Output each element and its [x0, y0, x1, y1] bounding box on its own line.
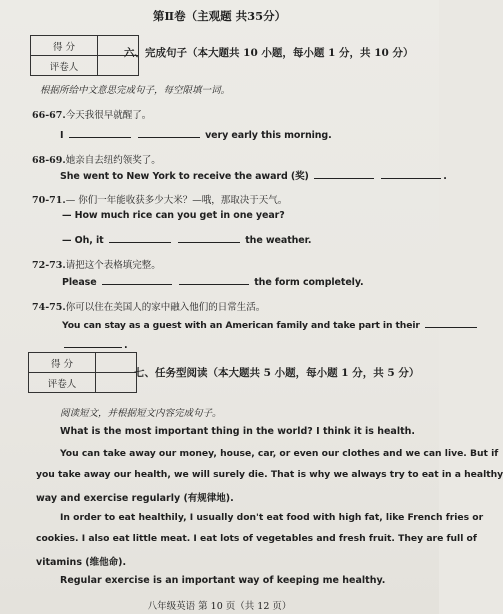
question-number: 70-71.: [32, 195, 66, 206]
sentence-start: — Oh, it: [62, 235, 104, 246]
sentence-start: I: [60, 130, 64, 141]
grader-label: 评卷人: [31, 56, 98, 76]
grader-cell: [96, 373, 137, 393]
passage-paragraph-3-line2: cookies. I also eat little meat. I eat lots of vegetables and fresh fruit. They are full of: [36, 533, 477, 544]
chinese-prompt: 请把这个表格填完整。: [65, 260, 161, 271]
passage-paragraph-2-line2: you take away our health, we will surely die. That is why we always try to eat in a healthy: [36, 469, 503, 480]
passage-paragraph-4-line1: Regular exercise is an important way of keeping me healthy.: [60, 575, 386, 586]
passage-paragraph-3-line1: In order to eat healthily, I usually don't eat food with high fat, like French fries or: [60, 512, 484, 523]
question-68-69-prompt: [32, 148, 161, 167]
question-70-71-line1: — How much rice can you get in one year?: [62, 210, 285, 221]
question-70-71-line2: [62, 232, 311, 246]
sentence-end: .: [124, 340, 128, 351]
question-number: 74-75.: [32, 302, 66, 313]
score-label: 得 分: [29, 353, 96, 373]
section7-heading: 七、任务型阅读（本大题共 5 小题，每小题 1 分，共 5 分）: [134, 367, 420, 379]
answer-blank-71[interactable]: [178, 232, 240, 243]
question-number: 72-73.: [32, 260, 66, 271]
chinese-prompt: — 你们一年能收获多少大米？—哦，那取决于天气。: [65, 195, 288, 206]
question-72-73-prompt: [32, 253, 161, 272]
answer-blank-75[interactable]: [64, 337, 122, 348]
question-70-71-prompt: [32, 188, 287, 207]
answer-blank-69[interactable]: [381, 168, 441, 179]
answer-blank-74[interactable]: [425, 317, 477, 328]
question-number: 66-67.: [32, 110, 66, 121]
page-title: 第Ⅱ卷（主观题 共35分）: [152, 9, 287, 23]
answer-blank-73[interactable]: [179, 274, 249, 285]
score-box-section7: [28, 352, 137, 393]
answer-blank-70[interactable]: [109, 232, 171, 243]
sentence-start: You can stay as a guest with an American family and take part in their: [62, 320, 420, 331]
answer-blank-67[interactable]: [138, 127, 200, 138]
question-66-67-sentence: [60, 127, 332, 141]
grader-label: 评卷人: [29, 373, 96, 393]
section6-heading: 六、完成句子（本大题共 10 小题，每小题 1 分，共 10 分）: [124, 47, 414, 59]
chinese-prompt: 她亲自去纽约领奖了。: [65, 155, 161, 166]
passage-paragraph-1: What is the most important thing in the world? I think it is health.: [60, 426, 416, 437]
section7-instruction: 阅读短文，并根据短文内容完成句子。: [60, 408, 222, 419]
answer-blank-72[interactable]: [102, 274, 172, 285]
sentence-end: .: [443, 171, 447, 182]
passage-paragraph-2-line3: way and exercise regularly (有规律地).: [36, 493, 234, 504]
chinese-prompt: 你可以住在美国人的家中融入他们的日常生活。: [65, 302, 266, 313]
answer-blank-66[interactable]: [69, 127, 131, 138]
chinese-prompt: 今天我很早就醒了。: [65, 110, 152, 121]
score-box-section6: [30, 35, 139, 76]
page-footer: 八年级英语 第 10 页（共 12 页）: [147, 601, 292, 612]
sentence-end: very early this morning.: [205, 130, 332, 141]
score-label: 得 分: [31, 36, 98, 56]
passage-paragraph-2-line1: You can take away our money, house, car, or even our clothes and we can live. But if: [60, 448, 499, 459]
sentence-start: She went to New York to receive the award (奖): [60, 171, 309, 182]
question-number: 68-69.: [32, 155, 66, 166]
section6-instruction: 根据所给中文意思完成句子，每空限填一词。: [40, 85, 231, 96]
sentence-start: Please: [62, 277, 97, 288]
sentence-end: the weather.: [245, 235, 312, 246]
passage-paragraph-3-line3: vitamins (维他命).: [36, 557, 127, 568]
question-74-75-prompt: [32, 295, 265, 314]
question-74-75-sentence-line2: [62, 337, 128, 351]
answer-blank-68[interactable]: [314, 168, 374, 179]
question-72-73-sentence: [62, 274, 364, 288]
sentence-end: the form completely.: [254, 277, 364, 288]
question-66-67-prompt: [32, 103, 151, 122]
question-68-69-sentence: [60, 168, 447, 182]
score-cell: [96, 353, 137, 373]
question-74-75-sentence-line1: [62, 317, 479, 331]
